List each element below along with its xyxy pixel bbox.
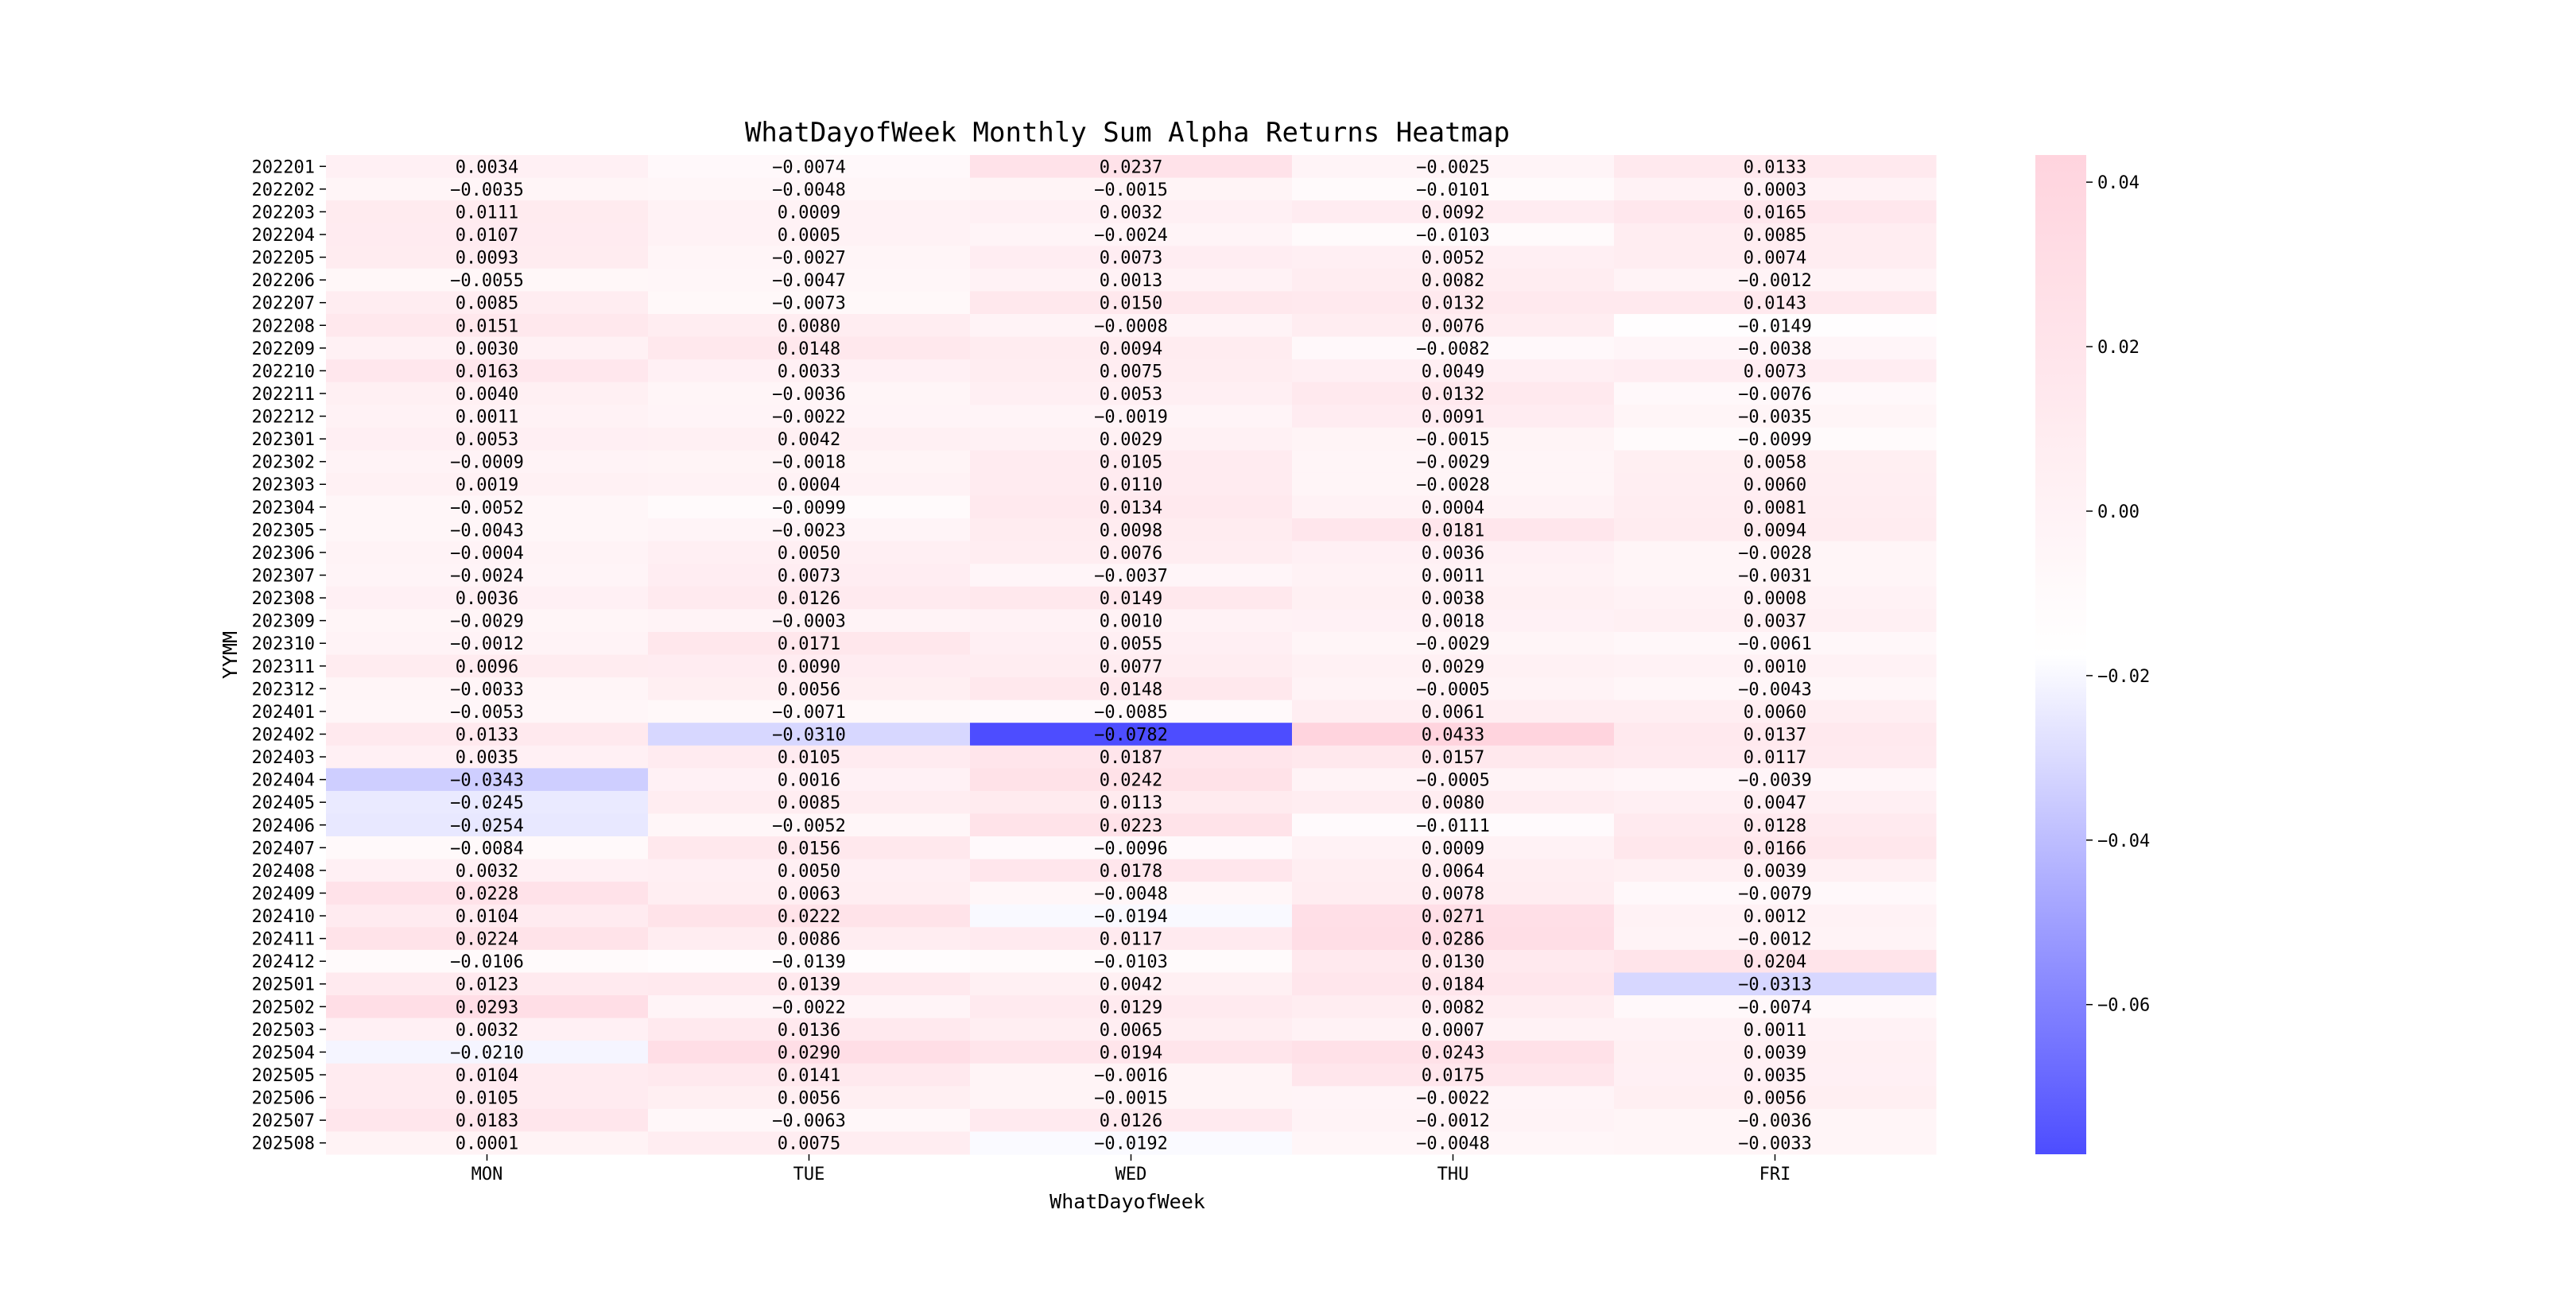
cell-value-label: −0.0082 (1416, 339, 1490, 359)
column-tick-label: MON (471, 1165, 503, 1184)
row-tick-label: 202502 (251, 998, 315, 1018)
row-tick-label: 202305 (251, 521, 315, 541)
colorbar-tick-label: −0.02 (2097, 666, 2151, 687)
cell-value-label: 0.0049 (1421, 362, 1485, 382)
cell-value-label: −0.0055 (450, 271, 524, 292)
row-tick-label: 202310 (251, 634, 315, 655)
cell-value-label: −0.0004 (450, 543, 524, 564)
cell-value-label: 0.0056 (1743, 1088, 1807, 1109)
row-tick-label: 202212 (251, 407, 315, 428)
cell-value-label: −0.0048 (1094, 884, 1168, 905)
cell-value-label: −0.0015 (1416, 430, 1490, 451)
cell-value-label: −0.0025 (1416, 157, 1490, 178)
cell-value-label: 0.0156 (777, 839, 841, 859)
cell-value-label: 0.0126 (777, 589, 841, 610)
cell-value-label: 0.0150 (1099, 293, 1163, 314)
row-tick-label: 202209 (251, 339, 315, 359)
cell-value-label: −0.0012 (1738, 271, 1812, 292)
cell-value-label: −0.0061 (1738, 634, 1812, 655)
cell-value-label: −0.0074 (1738, 998, 1812, 1018)
row-tick-label: 202501 (251, 975, 315, 995)
cell-value-label: 0.0012 (1743, 907, 1807, 928)
cell-value-label: 0.0053 (455, 430, 519, 451)
cell-value-label: 0.0047 (1743, 793, 1807, 814)
cell-value-label: −0.0036 (772, 384, 846, 405)
cell-value-label: 0.0011 (455, 407, 519, 428)
row-tick-label: 202307 (251, 566, 315, 587)
cell-value-label: −0.0029 (1416, 452, 1490, 473)
cell-value-label: −0.0052 (772, 816, 846, 836)
colorbar-gradient (2035, 155, 2086, 1154)
column-tick-label: FRI (1759, 1165, 1791, 1184)
cell-value-label: 0.0166 (1743, 839, 1807, 859)
cell-value-label: 0.0018 (1421, 611, 1485, 632)
row-tick-label: 202507 (251, 1111, 315, 1132)
cell-value-label: 0.0293 (455, 998, 519, 1018)
cell-value-label: 0.0063 (777, 884, 841, 905)
cell-value-label: −0.0099 (1738, 430, 1812, 451)
cell-value-label: 0.0050 (777, 861, 841, 882)
cell-value-label: 0.0243 (1421, 1043, 1485, 1064)
cell-value-label: −0.0210 (450, 1043, 524, 1064)
row-tick-label: 202406 (251, 816, 315, 836)
column-labels (471, 1154, 1791, 1184)
cell-value-label: −0.0029 (450, 611, 524, 632)
cell-value-label: 0.0132 (1421, 384, 1485, 405)
cell-value-label: −0.0079 (1738, 884, 1812, 905)
cell-value-label: 0.0133 (1743, 157, 1807, 178)
cell-value-label: −0.0008 (1094, 316, 1168, 337)
row-tick-label: 202401 (251, 702, 315, 723)
cell-value-label: 0.0082 (1421, 998, 1485, 1018)
cell-value-label: 0.0093 (455, 248, 519, 269)
column-tick-label: THU (1437, 1165, 1469, 1184)
cell-value-label: −0.0103 (1416, 225, 1490, 246)
cell-value-label: 0.0039 (1743, 1043, 1807, 1064)
row-tick-label: 202412 (251, 952, 315, 973)
cell-value-label: 0.0105 (455, 1088, 519, 1109)
cell-value-label: 0.0073 (1743, 362, 1807, 382)
cell-value-label: 0.0042 (777, 430, 841, 451)
cell-value-label: −0.0096 (1094, 839, 1168, 859)
cell-value-label: −0.0192 (1094, 1134, 1168, 1154)
row-tick-label: 202201 (251, 157, 315, 178)
cell-value-label: −0.0073 (772, 293, 846, 314)
cell-value-label: 0.0105 (777, 748, 841, 769)
cell-value-label: −0.0043 (1738, 680, 1812, 700)
cell-value-label: 0.0033 (777, 362, 841, 382)
cell-value-label: −0.0003 (772, 611, 846, 632)
cell-value-label: −0.0005 (1416, 680, 1490, 700)
cell-value-label: −0.0036 (1738, 1111, 1812, 1132)
cell-value-label: 0.0228 (455, 884, 519, 905)
row-tick-label: 202408 (251, 861, 315, 882)
row-tick-label: 202411 (251, 929, 315, 950)
row-tick-label: 202407 (251, 839, 315, 859)
colorbar-tick-label: 0.02 (2097, 338, 2140, 359)
cell-value-label: −0.0015 (1094, 1088, 1168, 1109)
cell-value-label: 0.0038 (1421, 589, 1485, 610)
cell-value-label: 0.0223 (1099, 816, 1163, 836)
cell-value-label: −0.0047 (772, 271, 846, 292)
cell-value-label: 0.0061 (1421, 702, 1485, 723)
cell-value-label: 0.0141 (777, 1066, 841, 1087)
cell-value-label: −0.0031 (1738, 566, 1812, 587)
colorbar (2035, 155, 2150, 1154)
cell-value-label: 0.0148 (777, 339, 841, 359)
cell-value-label: 0.0092 (1421, 203, 1485, 223)
cell-value-label: 0.0129 (1099, 998, 1163, 1018)
cell-value-label: 0.0085 (1743, 225, 1807, 246)
cell-value-label: 0.0034 (455, 157, 519, 178)
cell-value-label: 0.0175 (1421, 1066, 1485, 1087)
cell-value-label: −0.0254 (450, 816, 524, 836)
cell-value-label: 0.0094 (1099, 339, 1163, 359)
cell-value-label: 0.0143 (1743, 293, 1807, 314)
cell-value-label: 0.0053 (1099, 384, 1163, 405)
cell-value-label: 0.0137 (1743, 725, 1807, 746)
cell-value-label: 0.0029 (1421, 657, 1485, 677)
cell-value-label: −0.0071 (772, 702, 846, 723)
cell-value-label: −0.0085 (1094, 702, 1168, 723)
cell-value-label: 0.0074 (1743, 248, 1807, 269)
row-tick-label: 202505 (251, 1066, 315, 1087)
cell-value-label: −0.0139 (772, 952, 846, 973)
cell-value-label: 0.0064 (1421, 861, 1485, 882)
cell-value-label: 0.0107 (455, 225, 519, 246)
cell-value-label: 0.0005 (777, 225, 841, 246)
cell-value-label: −0.0037 (1094, 566, 1168, 587)
cell-value-label: −0.0103 (1094, 952, 1168, 973)
cell-value-label: −0.0149 (1738, 316, 1812, 337)
cell-value-label: 0.0007 (1421, 1020, 1485, 1041)
cell-value-label: 0.0187 (1099, 748, 1163, 769)
cell-value-label: −0.0012 (450, 634, 524, 655)
row-tick-label: 202204 (251, 225, 315, 246)
cell-value-label: 0.0181 (1421, 521, 1485, 541)
row-tick-label: 202308 (251, 589, 315, 610)
cell-value-label: 0.0050 (777, 543, 841, 564)
cell-value-label: 0.0030 (455, 339, 519, 359)
cell-value-label: 0.0081 (1743, 498, 1807, 518)
cell-value-label: 0.0008 (1743, 589, 1807, 610)
cell-value-label: 0.0060 (1743, 702, 1807, 723)
cell-value-label: −0.0019 (1094, 407, 1168, 428)
column-tick-label: WED (1115, 1165, 1147, 1184)
cell-value-label: 0.0085 (777, 793, 841, 814)
cell-value-label: 0.0149 (1099, 589, 1163, 610)
cell-value-label: −0.0194 (1094, 907, 1168, 928)
cell-value-label: 0.0237 (1099, 157, 1163, 178)
cell-value-label: 0.0042 (1099, 975, 1163, 995)
cell-value-label: 0.0098 (1099, 521, 1163, 541)
cell-value-label: 0.0126 (1099, 1111, 1163, 1132)
cell-value-label: 0.0013 (1099, 271, 1163, 292)
cell-value-label: −0.0048 (1416, 1134, 1490, 1154)
cell-value-label: 0.0032 (455, 1020, 519, 1041)
cell-value-label: −0.0022 (772, 998, 846, 1018)
cell-value-label: −0.0022 (772, 407, 846, 428)
cell-value-label: 0.0110 (1099, 475, 1163, 496)
cell-value-label: 0.0076 (1421, 316, 1485, 337)
cell-value-label: −0.0313 (1738, 975, 1812, 995)
cell-value-label: 0.0037 (1743, 611, 1807, 632)
cell-value-label: 0.0003 (1743, 180, 1807, 200)
cell-value-label: 0.0194 (1099, 1043, 1163, 1064)
cell-value-label: 0.0117 (1099, 929, 1163, 950)
cell-value-label: −0.0005 (1416, 770, 1490, 791)
cell-value-label: 0.0104 (455, 1066, 519, 1087)
cell-value-label: 0.0036 (455, 589, 519, 610)
cell-value-label: −0.0063 (772, 1111, 846, 1132)
cell-value-label: −0.0052 (450, 498, 524, 518)
cell-value-label: 0.0029 (1099, 430, 1163, 451)
cell-value-label: 0.0065 (1099, 1020, 1163, 1041)
cell-value-label: −0.0012 (1738, 929, 1812, 950)
cell-value-label: −0.0033 (1738, 1134, 1812, 1154)
cell-value-label: −0.0018 (772, 452, 846, 473)
row-tick-label: 202506 (251, 1088, 315, 1109)
row-tick-label: 202302 (251, 452, 315, 473)
cell-value-label: 0.0151 (455, 316, 519, 337)
cell-value-label: −0.0022 (1416, 1088, 1490, 1109)
cell-value-label: 0.0040 (455, 384, 519, 405)
cell-value-label: 0.0171 (777, 634, 841, 655)
cell-value-label: 0.0032 (455, 861, 519, 882)
cell-value-label: −0.0038 (1738, 339, 1812, 359)
cell-value-label: 0.0075 (777, 1134, 841, 1154)
cell-value-label: 0.0055 (1099, 634, 1163, 655)
cell-value-label: 0.0001 (455, 1134, 519, 1154)
cell-value-label: 0.0076 (1099, 543, 1163, 564)
cell-value-label: 0.0130 (1421, 952, 1485, 973)
cell-value-label: 0.0016 (777, 770, 841, 791)
cell-value-label: 0.0060 (1743, 475, 1807, 496)
cell-value-label: 0.0091 (1421, 407, 1485, 428)
cell-value-label: 0.0011 (1421, 566, 1485, 587)
cell-value-label: −0.0245 (450, 793, 524, 814)
row-tick-label: 202301 (251, 430, 315, 451)
cell-value-label: 0.0113 (1099, 793, 1163, 814)
cell-value-label: 0.0011 (1743, 1020, 1807, 1041)
row-tick-label: 202203 (251, 203, 315, 223)
row-tick-label: 202306 (251, 543, 315, 564)
cell-value-label: −0.0310 (772, 725, 846, 746)
cell-value-label: 0.0058 (1743, 452, 1807, 473)
colorbar-tick-label: 0.04 (2097, 173, 2140, 194)
cell-value-label: 0.0111 (455, 203, 519, 223)
row-tick-label: 202309 (251, 611, 315, 632)
row-tick-label: 202206 (251, 271, 315, 292)
cell-value-label: −0.0106 (450, 952, 524, 973)
cell-value-label: 0.0433 (1421, 725, 1485, 746)
cell-value-label: 0.0073 (777, 566, 841, 587)
cell-value-label: 0.0052 (1421, 248, 1485, 269)
cell-value-label: −0.0033 (450, 680, 524, 700)
cell-value-label: 0.0286 (1421, 929, 1485, 950)
colorbar-tick-label: −0.06 (2097, 995, 2151, 1016)
cell-value-label: 0.0104 (455, 907, 519, 928)
cell-value-label: 0.0075 (1099, 362, 1163, 382)
cell-value-label: 0.0056 (777, 1088, 841, 1109)
cell-value-label: 0.0010 (1743, 657, 1807, 677)
cell-value-label: −0.0035 (1738, 407, 1812, 428)
cell-value-label: 0.0123 (455, 975, 519, 995)
cell-value-label: 0.0090 (777, 657, 841, 677)
cell-value-label: −0.0343 (450, 770, 524, 791)
row-tick-label: 202304 (251, 498, 315, 518)
cell-value-label: 0.0080 (777, 316, 841, 337)
cell-value-label: −0.0029 (1416, 634, 1490, 655)
cell-value-label: −0.0111 (1416, 816, 1490, 836)
cell-value-label: 0.0184 (1421, 975, 1485, 995)
cell-value-label: 0.0019 (455, 475, 519, 496)
cell-value-label: −0.0043 (450, 521, 524, 541)
cell-value-label: 0.0032 (1099, 203, 1163, 223)
cell-value-label: 0.0117 (1743, 748, 1807, 769)
row-tick-label: 202312 (251, 680, 315, 700)
cell-value-label: 0.0080 (1421, 793, 1485, 814)
cell-value-label: 0.0035 (1743, 1066, 1807, 1087)
cell-value-label: −0.0101 (1416, 180, 1490, 200)
cell-value-label: −0.0053 (450, 702, 524, 723)
cell-value-label: −0.0009 (450, 452, 524, 473)
row-tick-label: 202202 (251, 180, 315, 200)
cell-value-label: 0.0178 (1099, 861, 1163, 882)
row-labels (252, 157, 326, 1153)
cell-value-label: −0.0076 (1738, 384, 1812, 405)
cell-value-label: 0.0133 (455, 725, 519, 746)
cell-value-label: 0.0105 (1099, 452, 1163, 473)
cell-value-label: 0.0165 (1743, 203, 1807, 223)
cell-value-label: 0.0148 (1099, 680, 1163, 700)
colorbar-tick-label: −0.04 (2097, 831, 2151, 851)
row-tick-label: 202303 (251, 475, 315, 496)
cell-value-label: 0.0157 (1421, 748, 1485, 769)
cell-value-label: 0.0290 (777, 1043, 841, 1064)
cell-value-label: −0.0074 (772, 157, 846, 178)
cell-value-label: 0.0204 (1743, 952, 1807, 973)
cell-value-label: −0.0015 (1094, 180, 1168, 200)
cell-value-label: −0.0027 (772, 248, 846, 269)
row-tick-label: 202207 (251, 293, 315, 314)
x-axis-label: WhatDayofWeek (1049, 1190, 1205, 1213)
cell-value-label: −0.0782 (1094, 725, 1168, 746)
cell-value-label: −0.0084 (450, 839, 524, 859)
cell-value-label: −0.0035 (450, 180, 524, 200)
cell-value-label: 0.0136 (777, 1020, 841, 1041)
cell-value-label: 0.0085 (455, 293, 519, 314)
cell-value-label: 0.0082 (1421, 271, 1485, 292)
cell-value-label: −0.0024 (1094, 225, 1168, 246)
row-tick-label: 202503 (251, 1020, 315, 1041)
cell-value-label: −0.0028 (1416, 475, 1490, 496)
cell-value-label: −0.0048 (772, 180, 846, 200)
row-tick-label: 202405 (251, 793, 315, 814)
cell-value-label: −0.0024 (450, 566, 524, 587)
cell-value-label: 0.0073 (1099, 248, 1163, 269)
cell-value-label: 0.0094 (1743, 521, 1807, 541)
cell-value-label: 0.0004 (777, 475, 841, 496)
cell-value-label: 0.0271 (1421, 907, 1485, 928)
cell-value-label: 0.0004 (1421, 498, 1485, 518)
cell-value-label: 0.0222 (777, 907, 841, 928)
row-tick-label: 202208 (251, 316, 315, 337)
cell-value-label: 0.0242 (1099, 770, 1163, 791)
cell-value-label: 0.0039 (1743, 861, 1807, 882)
cell-value-label: 0.0096 (455, 657, 519, 677)
colorbar-tick-label: 0.00 (2097, 502, 2140, 522)
cell-value-label: 0.0139 (777, 975, 841, 995)
heatmap-cells (326, 155, 1937, 1155)
row-tick-label: 202508 (251, 1134, 315, 1154)
column-tick-label: TUE (793, 1165, 825, 1184)
cell-value-label: 0.0086 (777, 929, 841, 950)
cell-value-label: −0.0023 (772, 521, 846, 541)
row-tick-label: 202409 (251, 884, 315, 905)
cell-value-label: −0.0099 (772, 498, 846, 518)
row-tick-label: 202404 (251, 770, 315, 791)
row-tick-label: 202211 (251, 384, 315, 405)
cell-value-label: 0.0128 (1743, 816, 1807, 836)
cell-value-label: 0.0009 (777, 203, 841, 223)
cell-value-label: −0.0012 (1416, 1111, 1490, 1132)
cell-value-label: 0.0056 (777, 680, 841, 700)
row-tick-label: 202402 (251, 725, 315, 746)
cell-value-label: 0.0183 (455, 1111, 519, 1132)
cell-value-label: −0.0016 (1094, 1066, 1168, 1087)
row-tick-label: 202311 (251, 657, 315, 677)
row-tick-label: 202504 (251, 1043, 315, 1064)
row-tick-label: 202210 (251, 362, 315, 382)
cell-value-label: 0.0077 (1099, 657, 1163, 677)
cell-value-label: 0.0010 (1099, 611, 1163, 632)
cell-value-label: −0.0028 (1738, 543, 1812, 564)
cell-value-label: 0.0163 (455, 362, 519, 382)
row-tick-label: 202403 (251, 748, 315, 769)
cell-value-label: 0.0134 (1099, 498, 1163, 518)
cell-value-label: 0.0035 (455, 748, 519, 769)
cell-value-label: 0.0132 (1421, 293, 1485, 314)
cell-value-label: −0.0039 (1738, 770, 1812, 791)
cell-value-label: 0.0036 (1421, 543, 1485, 564)
cell-value-label: 0.0009 (1421, 839, 1485, 859)
row-tick-label: 202410 (251, 907, 315, 928)
y-axis-label: YYMM (219, 630, 242, 680)
chart-title: WhatDayofWeek Monthly Sum Alpha Returns Heatmap (744, 117, 1511, 149)
row-tick-label: 202205 (251, 248, 315, 269)
cell-value-label: 0.0224 (455, 929, 519, 950)
cell-value-label: 0.0078 (1421, 884, 1485, 905)
